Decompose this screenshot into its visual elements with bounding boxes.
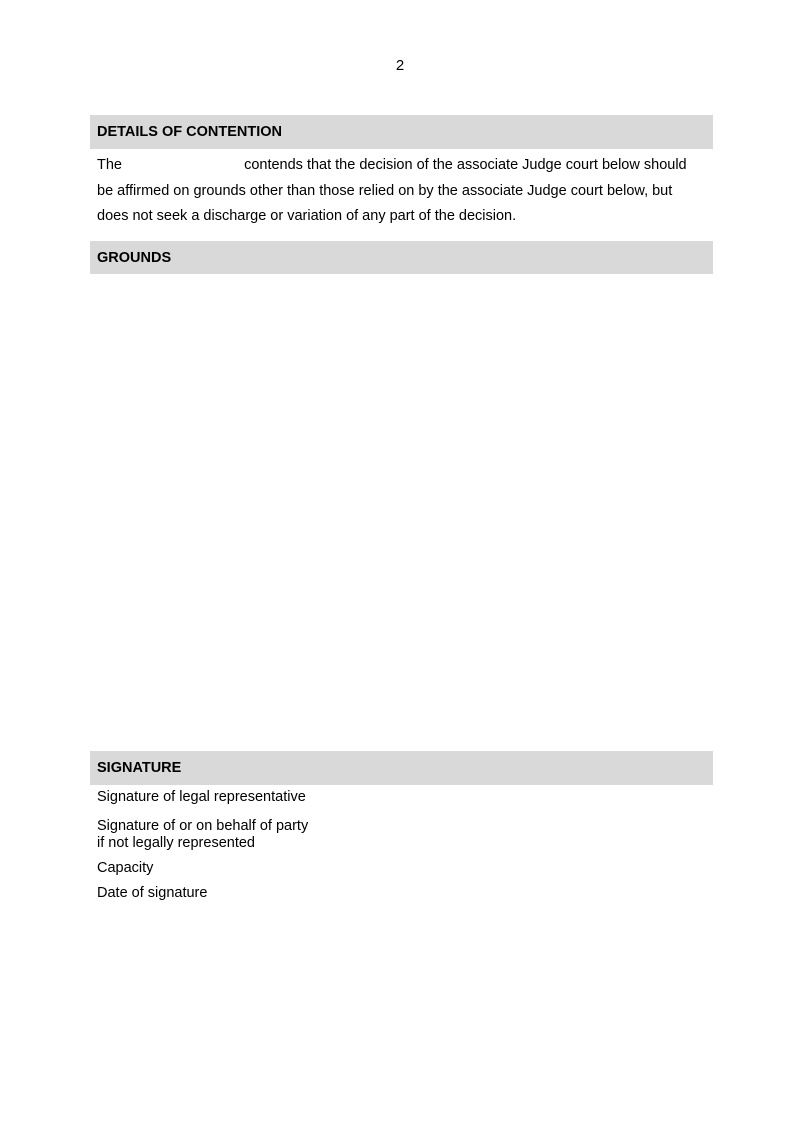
date-of-signature-label: Date of signature [97, 885, 208, 901]
contention-text-start: The [97, 157, 122, 173]
page-number: 2 [395, 57, 405, 74]
capacity-field[interactable] [330, 860, 713, 877]
grounds-section-header [90, 241, 713, 274]
signature-heading: SIGNATURE [97, 760, 182, 776]
contention-text-body: contends that the decision of the associate Judge court below should be affirmed on grounds other than those relied on by the associate Judge court below, but does not seek a discharge or variation of any part of the decision. [97, 157, 687, 224]
contention-heading: DETAILS OF CONTENTION [97, 124, 283, 140]
grounds-content-area[interactable] [90, 274, 713, 744]
party-signature-field[interactable] [330, 818, 713, 852]
legal-representative-signature-field[interactable] [330, 789, 713, 806]
party-signature-label-line1: Signature of or on behalf of party [97, 818, 309, 834]
contention-paragraph [97, 153, 703, 230]
signature-section-header [90, 751, 713, 785]
capacity-label: Capacity [97, 860, 154, 876]
party-signature-label-line2: if not legally represented [97, 835, 255, 851]
contention-section-header [90, 115, 713, 149]
grounds-heading: GROUNDS [97, 249, 172, 266]
legal-representative-signature-label: Signature of legal representative [97, 789, 306, 805]
date-of-signature-field[interactable] [330, 885, 713, 902]
party-signature-label [97, 818, 308, 852]
